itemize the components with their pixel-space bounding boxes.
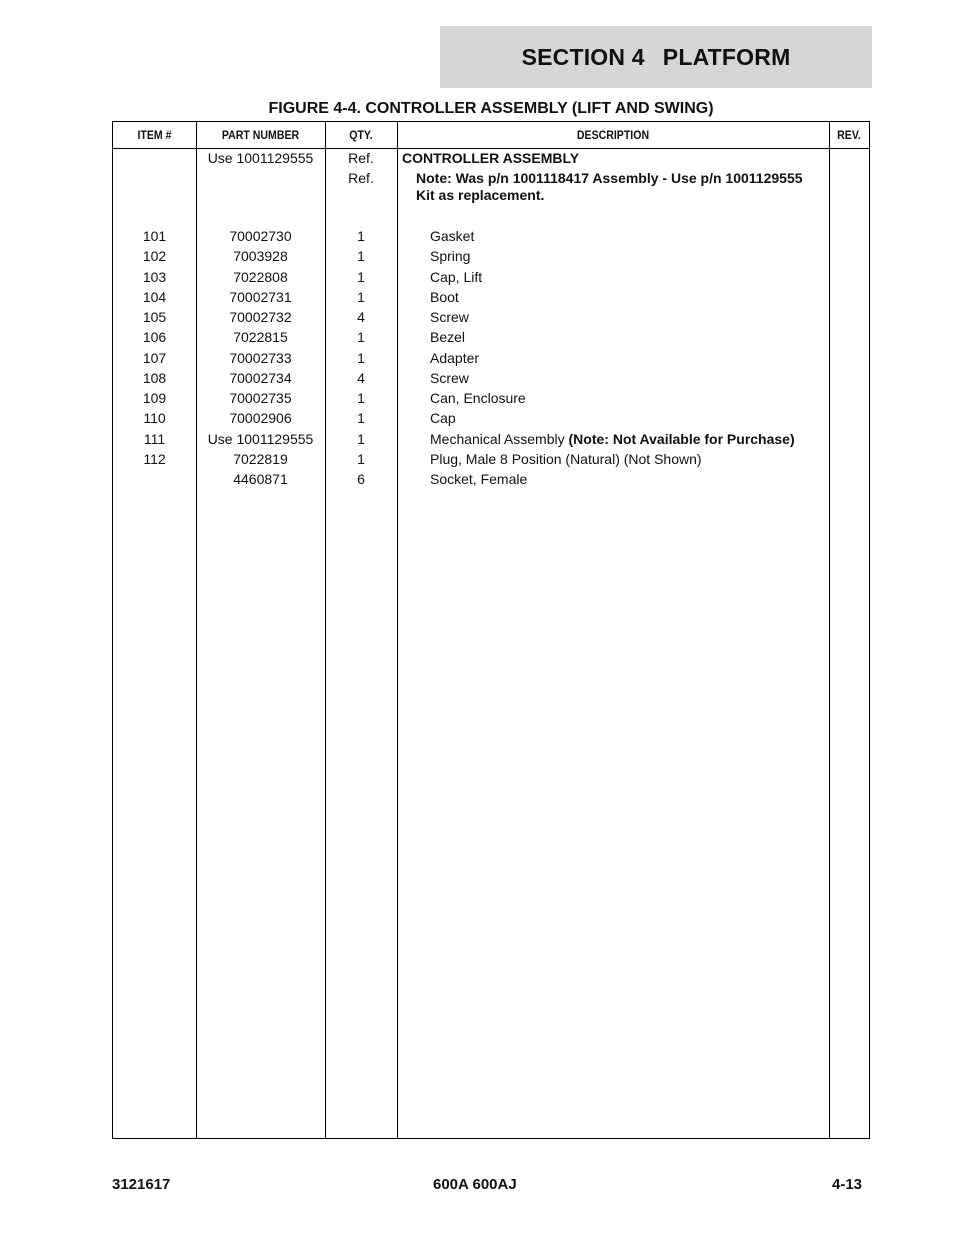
description-note: (Note: Not Available for Purchase) xyxy=(568,430,795,447)
table-row xyxy=(113,307,869,327)
description-text: Gasket xyxy=(430,228,475,244)
item-number: 108 xyxy=(142,369,167,386)
note-qty: Ref. xyxy=(348,170,374,186)
assembly-qty: Ref. xyxy=(348,150,374,166)
assembly-row xyxy=(113,148,869,168)
description xyxy=(430,388,855,408)
part-number: 70002732 xyxy=(229,309,292,325)
quantity: 1 xyxy=(357,410,365,427)
table-row xyxy=(113,327,869,347)
description-text: Can, Enclosure xyxy=(430,390,526,406)
description xyxy=(430,327,855,347)
part-number: 70002734 xyxy=(229,369,292,386)
description-text: Boot xyxy=(430,288,459,305)
part-number: 7003928 xyxy=(233,248,288,265)
quantity: 6 xyxy=(357,471,365,487)
quantity: 1 xyxy=(357,450,365,467)
footer-model: 600A 600AJ xyxy=(433,1176,517,1193)
description-text: Adapter xyxy=(430,349,480,366)
item-number: 104 xyxy=(142,288,167,305)
table-row xyxy=(113,267,869,287)
description xyxy=(430,348,855,368)
header-qty: QTY. xyxy=(349,128,373,142)
description-text: Mechanical Assembly xyxy=(430,430,569,447)
section-banner xyxy=(440,26,872,88)
description-text: Cap, Lift xyxy=(430,268,483,285)
section-label: SECTION 4 xyxy=(521,43,645,70)
item-number: 110 xyxy=(143,410,166,427)
table-row xyxy=(113,449,869,469)
quantity: 4 xyxy=(357,309,365,325)
table-row xyxy=(113,388,869,408)
part-number: 70002731 xyxy=(229,288,292,305)
item-number: 107 xyxy=(142,349,167,366)
table-row xyxy=(113,408,869,428)
description xyxy=(430,408,855,428)
item-number: 103 xyxy=(142,268,167,285)
description-text: Screw xyxy=(430,369,469,386)
item-number: 106 xyxy=(142,329,167,346)
table-row xyxy=(113,469,869,489)
table-row xyxy=(113,226,869,246)
table-row xyxy=(113,429,869,449)
note-text: Note: Was p/n 1001118417 Assembly - Use p/n 1001129555 Kit as replacement. xyxy=(416,170,803,203)
part-number: 7022808 xyxy=(233,268,288,285)
item-number: 101 xyxy=(142,228,167,244)
quantity: 1 xyxy=(357,329,365,346)
footer-doc-number: 3121617 xyxy=(112,1176,171,1193)
description-text: Cap xyxy=(430,410,456,427)
table-row xyxy=(113,287,869,307)
part-number: 7022815 xyxy=(233,329,288,346)
description xyxy=(430,307,855,327)
part-number: 70002730 xyxy=(229,228,292,244)
quantity: 1 xyxy=(357,430,365,447)
table-row xyxy=(113,348,869,368)
parts-table xyxy=(112,121,870,1139)
description-text: Plug, Male 8 Position (Natural) (Not Shown) xyxy=(430,450,702,467)
description-text: Socket, Female xyxy=(430,471,528,487)
quantity: 1 xyxy=(357,349,365,366)
table-row xyxy=(113,368,869,388)
description xyxy=(430,429,855,449)
part-number: 70002906 xyxy=(229,410,292,427)
description xyxy=(430,287,855,307)
quantity: 4 xyxy=(357,369,365,386)
table-row xyxy=(113,246,869,266)
part-number: 70002735 xyxy=(229,390,292,406)
item-number: 112 xyxy=(143,450,166,467)
header-rev: REV. xyxy=(837,128,861,142)
quantity: 1 xyxy=(357,390,365,406)
figure-title: FIGURE 4-4. CONTROLLER ASSEMBLY (LIFT AND SWING) xyxy=(268,100,714,117)
description xyxy=(430,267,855,287)
description-text: Screw xyxy=(430,309,469,325)
assembly-description: CONTROLLER ASSEMBLY xyxy=(402,150,580,166)
assembly-part: Use 1001129555 xyxy=(207,150,314,166)
part-number: 4460871 xyxy=(233,471,288,487)
part-number: 70002733 xyxy=(229,349,292,366)
description xyxy=(430,449,855,469)
item-number: 111 xyxy=(143,430,166,447)
description xyxy=(430,368,855,388)
item-number: 109 xyxy=(142,390,167,406)
description xyxy=(430,246,855,266)
item-number: 102 xyxy=(142,248,167,265)
section-name: PLATFORM xyxy=(662,43,791,70)
footer-page-number: 4-13 xyxy=(832,1176,863,1193)
quantity: 1 xyxy=(357,288,365,305)
part-number: 7022819 xyxy=(233,450,288,467)
quantity: 1 xyxy=(357,228,365,244)
description-text: Spring xyxy=(430,248,471,265)
part-number: Use 1001129555 xyxy=(207,430,314,447)
header-description: DESCRIPTION xyxy=(576,128,650,142)
header-item: ITEM # xyxy=(137,128,172,142)
header-part-number: PART NUMBER xyxy=(221,128,300,142)
description xyxy=(430,469,855,489)
description-text: Bezel xyxy=(430,329,466,346)
quantity: 1 xyxy=(357,268,365,285)
quantity: 1 xyxy=(357,248,365,265)
item-number: 105 xyxy=(142,309,167,325)
description xyxy=(430,226,855,246)
